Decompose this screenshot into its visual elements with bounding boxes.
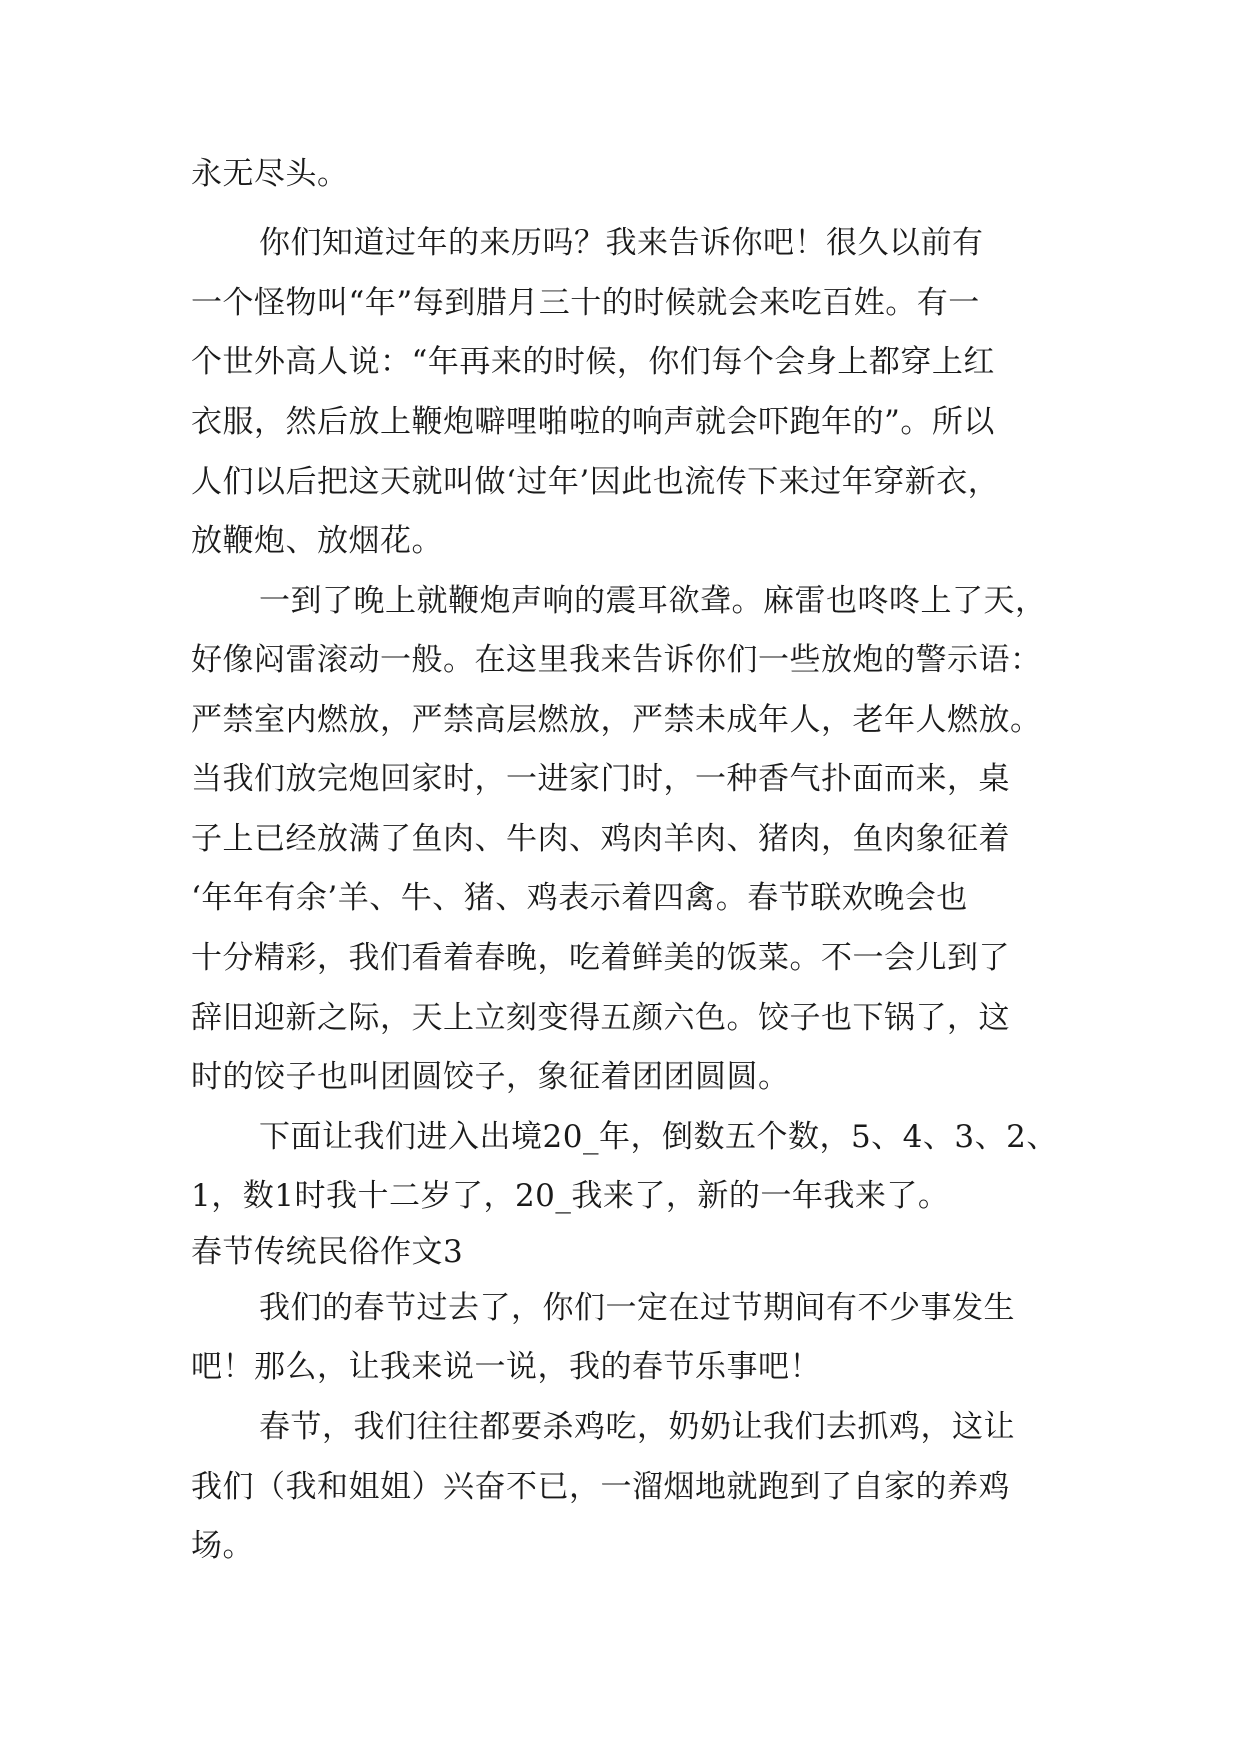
text-line: 人们以后把这天就叫做‘过年’因此也流传下来过年穿新衣， <box>191 464 1000 500</box>
text-line: 严禁室内燃放，严禁高层燃放，严禁未成年人，老年人燃放。 <box>191 702 1042 738</box>
text-line: 十分精彩，我们看着春晚，吃着鲜美的饭菜。不一会儿到了 <box>191 940 1010 976</box>
text-line: 下面让我们进入出境20_年，倒数五个数，5、4、3、2、 <box>259 1119 1058 1155</box>
section-heading: 春节传统民俗作文3 <box>191 1234 464 1270</box>
text-line: 我们的春节过去了，你们一定在过节期间有不少事发生 <box>259 1290 1015 1326</box>
text-line: 场。 <box>191 1528 254 1564</box>
text-line: 辞旧迎新之际，天上立刻变得五颜六色。饺子也下锅了，这 <box>191 1000 1010 1036</box>
text-line: 衣服，然后放上鞭炮噼哩啪啦的响声就会吓跑年的”。所以 <box>191 404 995 440</box>
text-line: ‘年年有余’羊、牛、猪、鸡表示着四禽。春节联欢晚会也 <box>191 880 968 916</box>
text-line: 放鞭炮、放烟花。 <box>191 523 443 559</box>
text-line: 春节，我们往往都要杀鸡吃，奶奶让我们去抓鸡，这让 <box>259 1409 1015 1445</box>
text-line: 一到了晚上就鞭炮声响的震耳欲聋。麻雷也咚咚上了天， <box>259 583 1047 619</box>
text-line: 我们（我和姐姐）兴奋不已，一溜烟地就跑到了自家的养鸡 <box>191 1469 1010 1505</box>
text-line: 吧！那么，让我来说一说，我的春节乐事吧！ <box>191 1349 821 1385</box>
text-line: 1，数1时我十二岁了，20_我来了，新的一年我来了。 <box>191 1178 950 1214</box>
text-line: 当我们放完炮回家时，一进家门时，一种香气扑面而来，桌 <box>191 761 1010 797</box>
text-line: 你们知道过年的来历吗？我来告诉你吧！很久以前有 <box>259 225 984 261</box>
text-line: 一个怪物叫“年”每到腊月三十的时候就会来吃百姓。有一 <box>191 285 980 321</box>
text-line: 个世外高人说：“年再来的时候，你们每个会身上都穿上红 <box>191 344 995 380</box>
text-line: 永无尽头。 <box>191 156 349 192</box>
text-line: 好像闷雷滚动一般。在这里我来告诉你们一些放炮的警示语： <box>191 642 1042 678</box>
text-line: 时的饺子也叫团圆饺子，象征着团团圆圆。 <box>191 1059 790 1095</box>
text-line: 子上已经放满了鱼肉、牛肉、鸡肉羊肉、猪肉，鱼肉象征着 <box>191 821 1010 857</box>
